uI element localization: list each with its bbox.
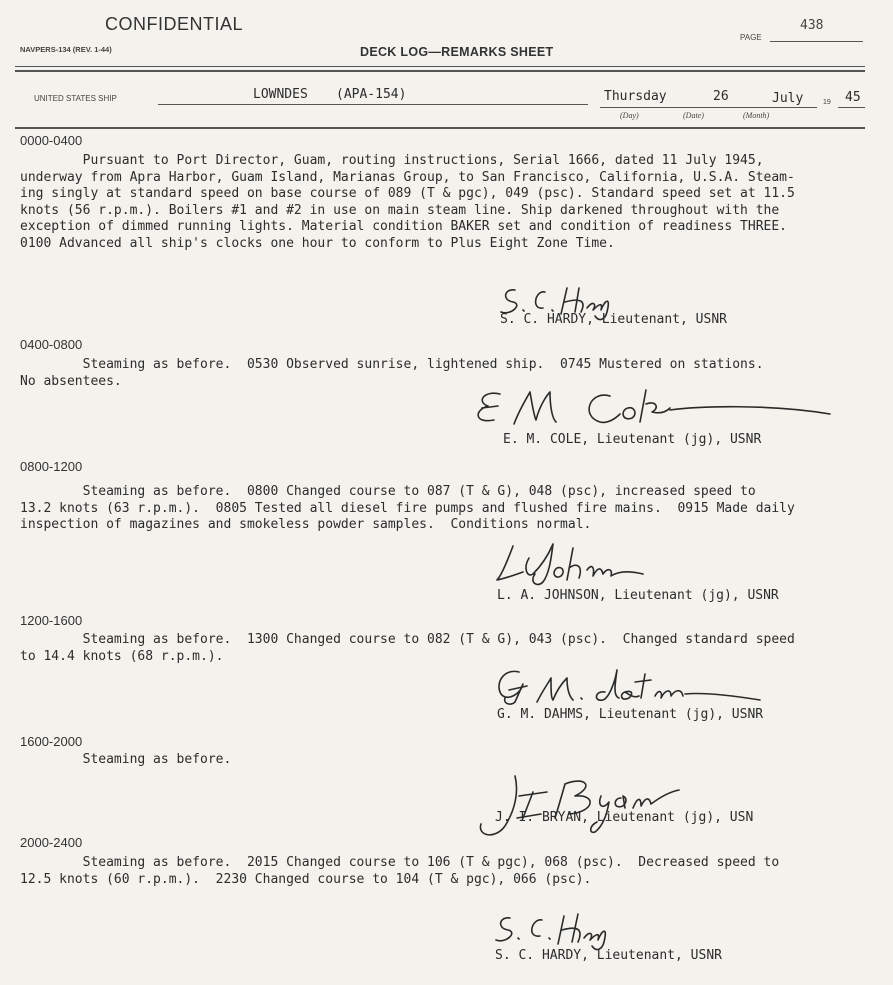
watch-period: 0400-0800 — [20, 337, 83, 352]
remark-line: Steaming as before. 0530 Observed sunrise, lightened ship. 0745 Mustered on stations. — [20, 357, 764, 372]
remark-line: to 14.4 knots (68 r.p.m.). — [20, 648, 224, 664]
ship-name: LOWNDES — [253, 87, 308, 102]
hull-number: (APA-154) — [336, 87, 407, 102]
remark-line: Steaming as before. 2015 Changed course to 106 (T & pgc), 068 (psc). Decreased speed to — [20, 855, 780, 870]
watch-period: 2000-2400 — [20, 835, 83, 850]
handwritten-signature — [470, 380, 840, 440]
remark-line: Pursuant to Port Director, Guam, routing instructions, Serial 1666, dated 11 July 1945, — [20, 153, 764, 168]
watch-remarks — [20, 855, 860, 888]
day-label: (Day) — [620, 111, 639, 120]
watch-period: 1600-2000 — [20, 734, 83, 749]
year-prefix: 19 — [823, 99, 831, 106]
remark-line: underway from Apra Harbor, Guam Island, Marianas Group, to San Francisco, California, U.S.A. Steam- — [20, 169, 795, 185]
handwritten-signature — [495, 538, 655, 588]
remark-line: exception of dimmed running lights. Material condition BAKER set and condition of readiness THREE. — [20, 219, 788, 234]
signature-name: G. M. DAHMS, Lieutenant (jg), USNR — [497, 707, 764, 722]
handwritten-signature — [465, 762, 705, 852]
log-day: Thursday — [604, 89, 667, 104]
remark-line: 13.2 knots (63 r.p.m.). 0805 Tested all diesel fire pumps and flushed fire mains. 0915 Made daily — [20, 500, 795, 516]
watch-period: 0800-1200 — [20, 459, 83, 474]
watch-remarks — [20, 752, 860, 769]
handwritten-signature — [485, 662, 765, 707]
date-rule — [600, 107, 817, 108]
year-suffix: 45 — [845, 90, 861, 105]
ship-name-rule — [158, 104, 588, 105]
remark-line: inspection of magazines and smokeless powder samples. Conditions normal. — [20, 517, 592, 532]
remark-line: ing singly at standard speed on base course of 089 (T & pgc), 049 (psc). Standard speed set at 11.5 — [20, 186, 795, 201]
watch-period: 1200-1600 — [20, 613, 83, 628]
year-rule — [838, 107, 865, 108]
sheet-title: DECK LOG—REMARKS SHEET — [360, 45, 554, 59]
page-label: PAGE — [740, 33, 762, 42]
month-label: (Month) — [743, 111, 770, 120]
log-date: 26 — [713, 89, 729, 104]
log-month: July — [772, 91, 804, 106]
ship-label: UNITED STATES SHIP — [34, 94, 117, 103]
form-number: NAVPERS-134 (REV. 1-44) — [20, 45, 112, 54]
remark-line: Steaming as before. — [20, 752, 232, 767]
remark-line: 12.5 knots (60 r.p.m.). 2230 Changed course to 104 (T & pgc), 066 (psc). — [20, 871, 592, 887]
header-rule-bottom — [15, 70, 865, 72]
remark-line: Steaming as before. 0800 Changed course to 087 (T & G), 048 (psc), increased speed to — [20, 484, 756, 499]
watch-remarks — [20, 632, 860, 665]
remark-line: No absentees. — [20, 373, 122, 389]
remark-line: 0100 Advanced all ship's clocks one hour to conform to Plus Eight Zone Time. — [20, 235, 615, 251]
watch-remarks — [20, 484, 860, 534]
page-number-rule — [770, 41, 863, 42]
signature-name: E. M. COLE, Lieutenant (jg), USNR — [503, 432, 762, 447]
remark-line: Steaming as before. 1300 Changed course to 082 (T & G), 043 (psc). Changed standard speed — [20, 632, 795, 647]
date-label: (Date) — [683, 111, 704, 120]
watch-period: 0000-0400 — [20, 133, 83, 148]
signature-name: L. A. JOHNSON, Lieutenant (jg), USNR — [497, 588, 779, 603]
signature-name: S. C. HARDY, Lieutenant, USNR — [495, 948, 722, 963]
page-number: 438 — [800, 18, 824, 33]
classification-marking: CONFIDENTIAL — [105, 14, 244, 34]
signature-name: J. I. BRYAN, Lieutenant (jg), USN — [495, 810, 754, 825]
remark-line: knots (56 r.p.m.). Boilers #1 and #2 in use on main steam line. Ship darkened throughout with the — [20, 202, 780, 218]
header-rule-top — [15, 66, 865, 67]
ship-line-rule-bottom — [15, 127, 865, 129]
signature-name: S. C. HARDY, Lieutenant, USNR — [500, 312, 727, 327]
watch-remarks — [20, 153, 860, 252]
